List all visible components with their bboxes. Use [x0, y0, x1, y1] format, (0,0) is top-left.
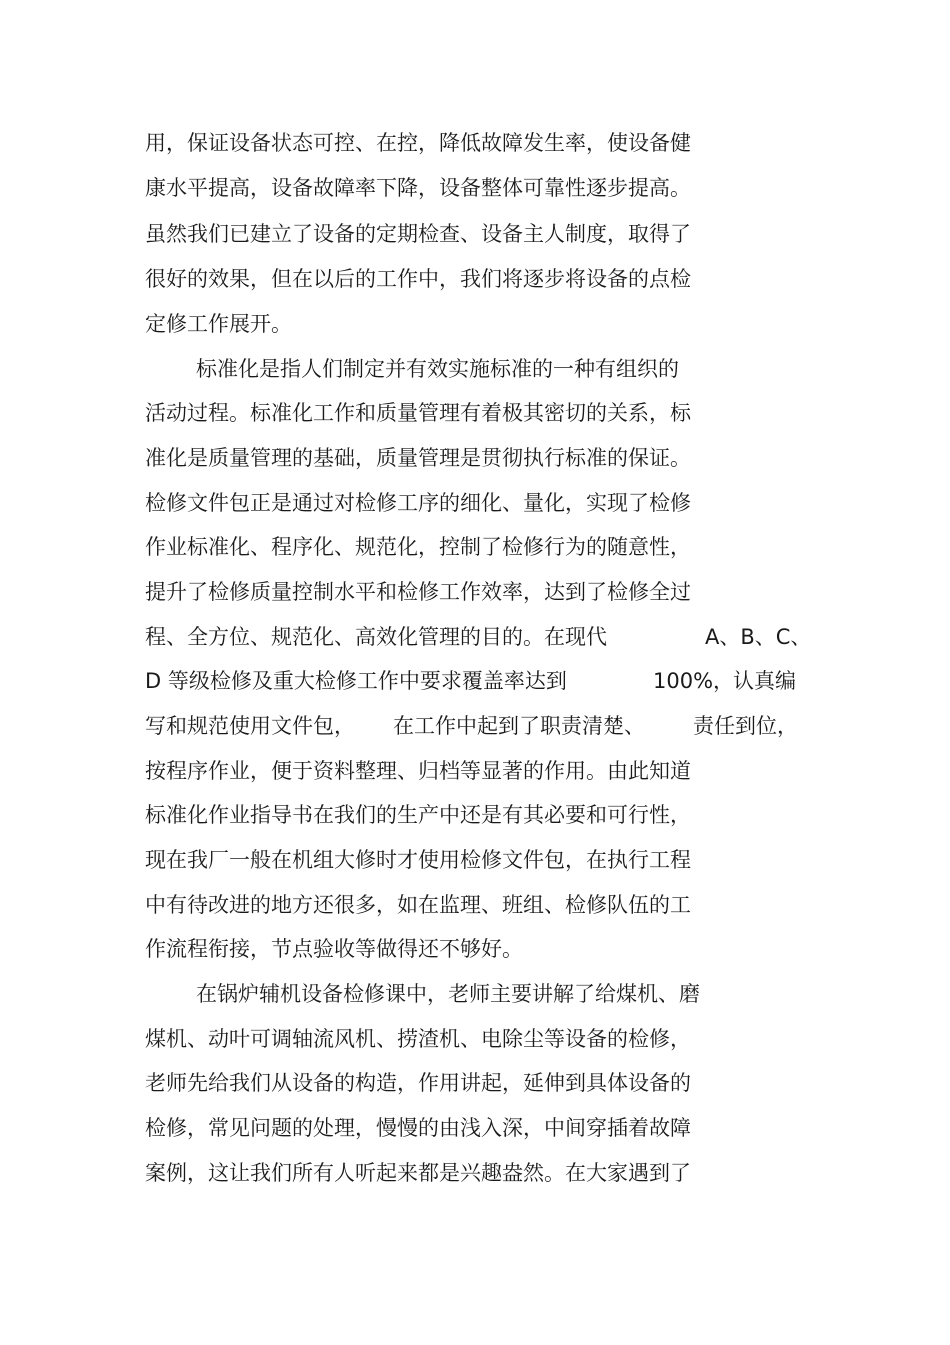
- text-segment: 100%，: [653, 669, 735, 693]
- text-line: 活动过程。标准化工作和质量管理有着极其密切的关系，标: [145, 401, 691, 425]
- text-line: 老师先给我们从设备的构造，作用讲起，延伸到具体设备的: [145, 1071, 691, 1095]
- text-line: [145, 710, 805, 742]
- paragraph-first-line: 标准化是指人们制定并有效实施标准的一种有组织的: [196, 357, 679, 381]
- text-line: 煤机、动叶可调轴流风机、捞渣机、电除尘等设备的检修，: [145, 1027, 691, 1051]
- text-line: 现在我厂一般在机组大修时才使用检修文件包，在执行工程: [145, 848, 691, 872]
- text-segment: 责任到位，: [693, 714, 798, 738]
- text-segment: 在工作中起到了职责清楚、: [393, 714, 645, 738]
- text-line: 提升了检修质量控制水平和检修工作效率，达到了检修全过: [145, 580, 691, 604]
- text-line: 作流程衔接，节点验收等做得还不够好。: [145, 937, 523, 961]
- text-line: 中有待改进的地方还很多，如在监理、班组、检修队伍的工: [145, 893, 691, 917]
- text-line: 用，保证设备状态可控、在控，降低故障发生率，使设备健: [145, 131, 691, 155]
- text-segment: D 等级检修及重大检修工作中要求覆盖率达到: [145, 669, 567, 693]
- text-segment: 写和规范使用文件包，: [145, 714, 355, 738]
- text-line: 作业标准化、程序化、规范化，控制了检修行为的随意性，: [145, 535, 691, 559]
- text-line: 康水平提高，设备故障率下降，设备整体可靠性逐步提高。: [145, 176, 691, 200]
- text-line: 虽然我们已建立了设备的定期检查、设备主人制度，取得了: [145, 222, 691, 246]
- text-line: [145, 665, 805, 697]
- text-segment: 认真编: [733, 669, 796, 693]
- text-line: 定修工作展开。: [145, 312, 292, 336]
- text-line: 准化是质量管理的基础，质量管理是贯彻执行标准的保证。: [145, 446, 691, 470]
- text-line: 按程序作业，便于资料整理、归档等显著的作用。由此知道: [145, 759, 691, 783]
- text-line: [145, 621, 815, 653]
- text-line: 检修，常见问题的处理，慢慢的由浅入深，中间穿插着故障: [145, 1116, 691, 1140]
- text-segment: 程、全方位、规范化、高效化管理的目的。在现代: [145, 625, 607, 649]
- text-line: 案例，这让我们所有人听起来都是兴趣盎然。在大家遇到了: [145, 1161, 691, 1185]
- text-segment: A、B、C、: [705, 625, 812, 649]
- paragraph-first-line: 在锅炉辅机设备检修课中，老师主要讲解了给煤机、磨: [196, 982, 700, 1006]
- text-line: 检修文件包正是通过对检修工序的细化、量化，实现了检修: [145, 491, 691, 515]
- text-line: 标准化作业指导书在我们的生产中还是有其必要和可行性，: [145, 803, 691, 827]
- text-line: 很好的效果，但在以后的工作中，我们将逐步将设备的点检: [145, 267, 691, 291]
